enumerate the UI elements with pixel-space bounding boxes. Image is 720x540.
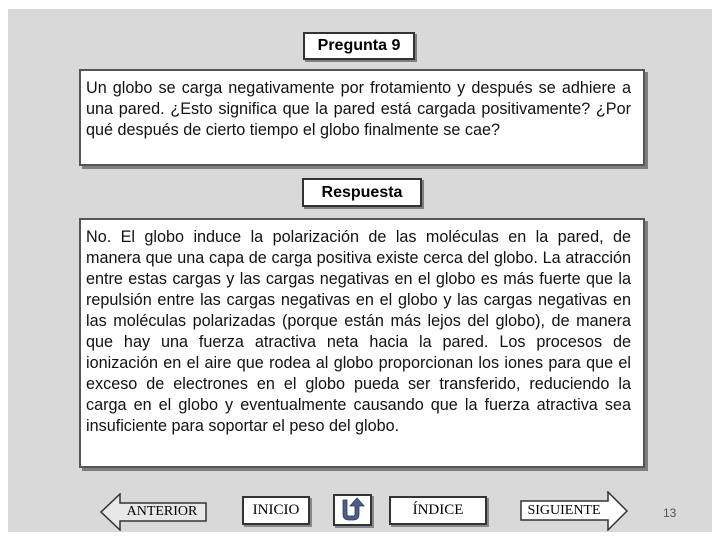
previous-label: ANTERIOR [126, 504, 198, 519]
home-button[interactable] [242, 496, 310, 525]
home-label: INICIO [252, 502, 300, 518]
return-arrow-icon [338, 497, 368, 523]
return-button[interactable] [333, 494, 372, 526]
question-title: Pregunta 9 [303, 32, 415, 60]
answer-text: No. El globo induce la polarización de las moléculas en la pared, de manera que una capa de carga positiva existe cerca del globo. La atracción entre estas cargas y las cargas negativas en el globo es más fuerte que la repulsión entre las cargas negativas en el globo y las cargas negativas en las moléculas polarizadas (porque están más lejos del globo), de manera que hay una fuerza atractiva neta hacia la pared. Los procesos de ionización en el aire que rodea al globo proporcionan los iones para que el exceso de electrones en el globo pueda ser transferido, reduciendo la carga en el globo y eventualmente causando que la fuerza atractiva sea insuficiente para soportar el peso del globo. [79, 218, 645, 468]
next-button[interactable] [520, 491, 628, 531]
index-label: ÍNDICE [412, 502, 464, 518]
page-number: 13 [663, 506, 677, 520]
answer-title: Respuesta [302, 178, 422, 207]
next-label: SIGUIENTE [527, 503, 601, 518]
previous-button[interactable] [100, 493, 208, 531]
index-button[interactable] [389, 496, 487, 525]
question-text: Un globo se carga negativamente por frotamiento y después se adhiere a una pared. ¿Esto significa que la pared está cargada positivamente? ¿Por qué después de cierto tiempo el globo finalmente se cae? [79, 69, 645, 166]
